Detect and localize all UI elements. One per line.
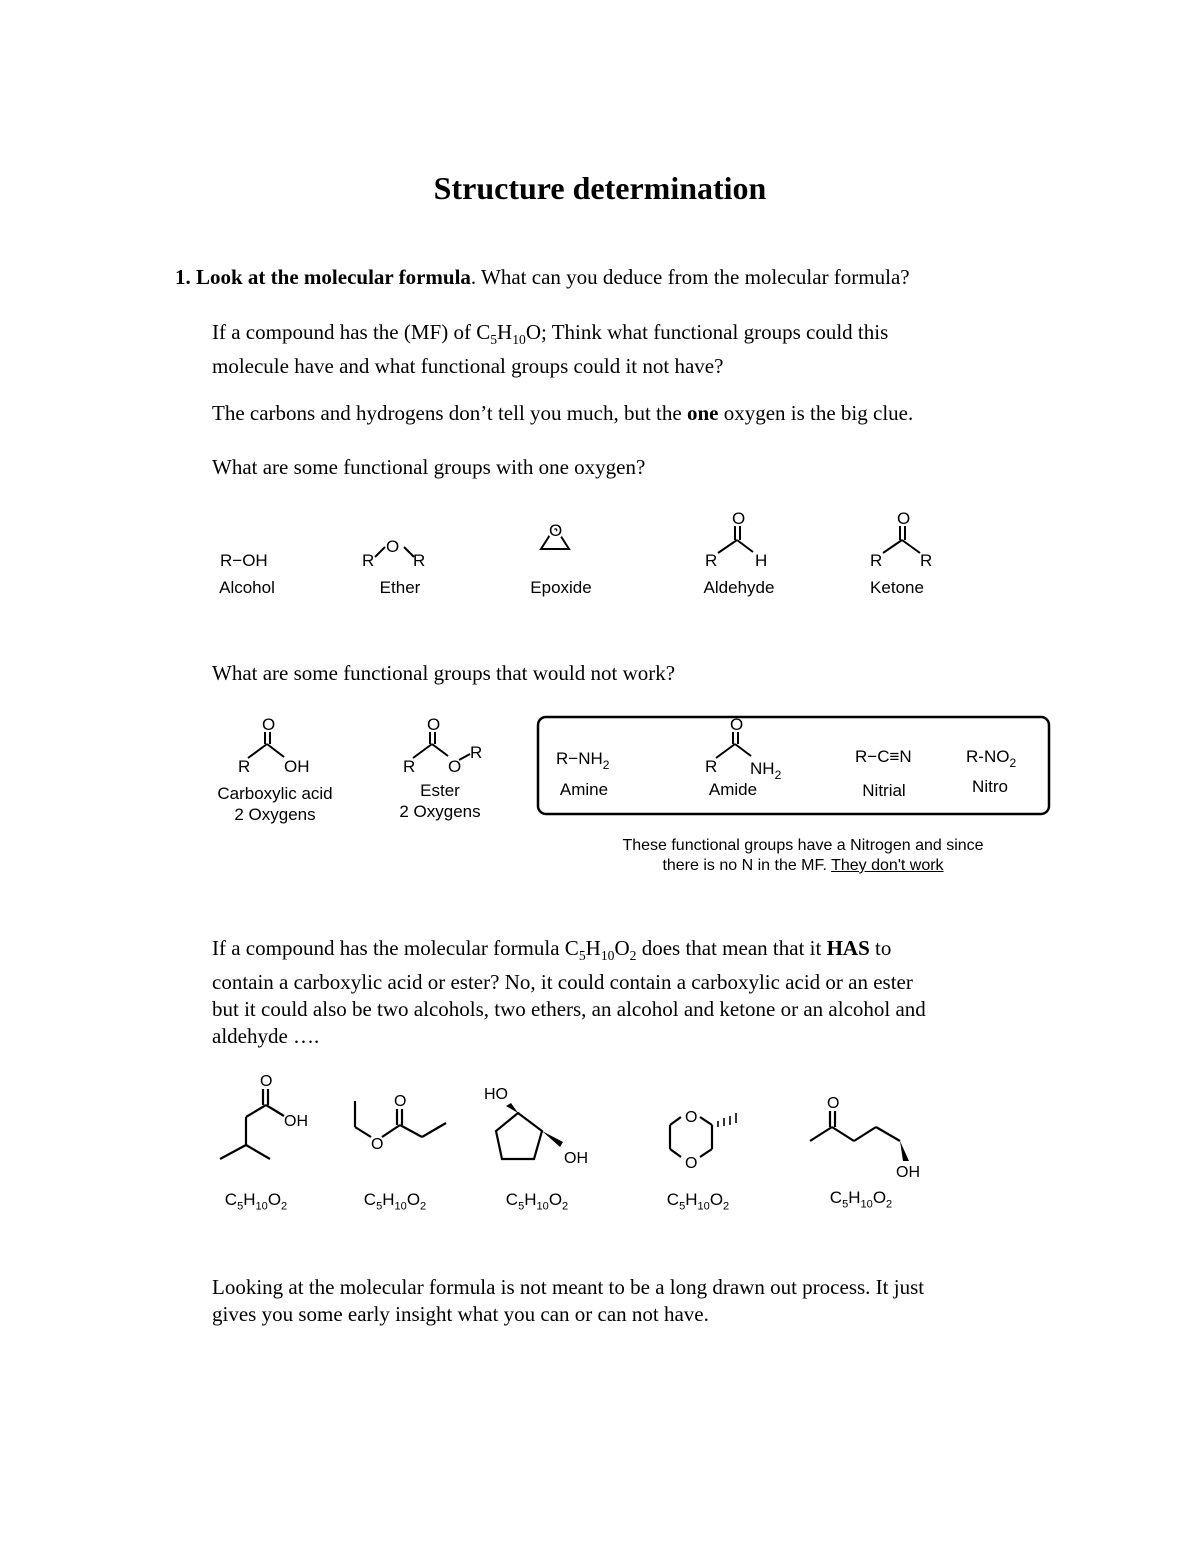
text: C xyxy=(224,1190,238,1209)
conclusion-line2: gives you some early insight what you can or can not have. xyxy=(212,1302,709,1326)
amine-label: Amine xyxy=(559,780,609,799)
ester-label xyxy=(360,780,520,822)
nitrial-formula: R−C≡N xyxy=(855,747,912,766)
formula-molecule-1 xyxy=(186,1190,326,1212)
subscript: 10 xyxy=(697,1200,710,1213)
text: C xyxy=(505,1190,519,1209)
subscript: 5 xyxy=(679,1200,686,1213)
text: O xyxy=(614,936,630,960)
subscript: 2 xyxy=(886,1198,893,1211)
subscript: 2 xyxy=(420,1200,427,1213)
text: H xyxy=(382,1190,395,1209)
m4-o1: O xyxy=(685,1109,698,1126)
ester-r2: R xyxy=(470,743,483,762)
ester-note: 2 Oxygens xyxy=(399,802,481,821)
ester-structure xyxy=(413,732,470,760)
paragraph-oxygen-clue xyxy=(212,400,1072,427)
m5-wedge xyxy=(900,1141,909,1161)
aldehyde-h: H xyxy=(755,551,768,570)
subscript: 5 xyxy=(376,1200,383,1213)
formula-molecule-3 xyxy=(467,1190,607,1212)
ester-name: Ester xyxy=(420,781,460,800)
subscript: 10 xyxy=(394,1200,407,1213)
nitrogen-note-line1: These functional groups have a Nitrogen and since xyxy=(622,837,984,854)
subscript: 10 xyxy=(512,332,526,348)
paragraph-mf xyxy=(212,319,1072,380)
emphasis: HAS xyxy=(826,936,870,960)
ketone-r1: R xyxy=(870,551,883,570)
ester-o2: O xyxy=(448,757,462,776)
molecule-5-atoms xyxy=(827,1095,920,1181)
paragraph-c5h10o2-line2: contain a carboxylic acid or ester? No, it could contain a carboxylic acid or an ester xyxy=(212,970,913,995)
formula-molecule-2 xyxy=(325,1190,465,1212)
text: O xyxy=(872,1188,887,1207)
ester-o1: O xyxy=(427,715,441,734)
paragraph-c5h10o2-line3: but it could also be two alcohols, two ethers, an alcohol and ketone or an alcohol and xyxy=(212,997,926,1022)
m2-o1: O xyxy=(394,1093,407,1110)
m5-o: O xyxy=(827,1095,840,1112)
step-1-heading xyxy=(175,264,1075,291)
text: O xyxy=(267,1190,282,1209)
underlined-text: They don't work xyxy=(831,857,944,874)
text: C xyxy=(363,1190,377,1209)
epoxide-o: O xyxy=(549,521,563,540)
ketone-structure xyxy=(883,526,920,553)
aldehyde-r: R xyxy=(705,551,718,570)
m4-o2: O xyxy=(685,1155,698,1172)
ether-o: O xyxy=(386,537,400,556)
carboxylic-acid-label xyxy=(195,783,355,825)
m4-hash xyxy=(718,1113,736,1127)
text: H xyxy=(243,1190,256,1209)
nitro-formula: $R-NO_2$ xyxy=(966,747,1017,770)
text: does that mean that it xyxy=(636,936,827,960)
ester-atoms xyxy=(403,715,482,776)
aldehyde-label: Aldehyde xyxy=(703,578,775,597)
acid-o: O xyxy=(262,715,276,734)
subscript: 2 xyxy=(723,1200,730,1213)
ester-r1: R xyxy=(403,757,416,776)
text: O xyxy=(406,1190,421,1209)
m2-o2: O xyxy=(371,1136,384,1153)
m1-o: O xyxy=(260,1073,273,1090)
amide-label: Amide xyxy=(708,780,758,799)
text: If a compound has the (MF) of C xyxy=(212,320,491,344)
text: If a compound has the molecular formula C xyxy=(212,936,579,960)
question-one-oxygen: What are some functional groups with one oxygen? xyxy=(212,455,646,479)
text: H xyxy=(524,1190,537,1209)
step-question: . What can you deduce from the molecular formula? xyxy=(470,265,910,289)
ether-r1: R xyxy=(362,551,375,570)
emphasis: one xyxy=(686,401,719,425)
text: H xyxy=(497,320,513,344)
alcohol-label: Alcohol xyxy=(219,578,275,597)
ether-atoms xyxy=(362,537,425,570)
subscript: 2 xyxy=(562,1200,569,1213)
text: H xyxy=(848,1188,861,1207)
subscript: 5 xyxy=(518,1200,525,1213)
epoxide-label: Epoxide xyxy=(530,578,592,597)
amide-sub: 2 xyxy=(774,768,782,782)
nitrogen-note xyxy=(573,836,1033,876)
m3-wedge-2 xyxy=(542,1131,563,1147)
molecule-1-skeleton xyxy=(220,1089,284,1159)
paragraph-mf-line1 xyxy=(212,319,1072,353)
molecule-3-skeleton xyxy=(496,1113,542,1159)
formula-molecule-4 xyxy=(628,1190,768,1212)
paragraph-mf-line2: molecule have and what functional groups could it not have? xyxy=(212,354,724,379)
amide-o: O xyxy=(730,715,744,734)
text: oxygen is the big clue. xyxy=(718,401,914,425)
subscript: 10 xyxy=(536,1200,549,1213)
text: O xyxy=(548,1190,563,1209)
subscript: 2 xyxy=(281,1200,288,1213)
text: to xyxy=(869,936,892,960)
nitro-label: Nitro xyxy=(972,777,1008,796)
acid-r: R xyxy=(238,757,251,776)
example-molecules xyxy=(200,1065,960,1185)
page-title: Structure determination xyxy=(433,170,767,206)
subscript: 10 xyxy=(600,948,615,964)
text: there is no N in the MF. xyxy=(662,857,832,874)
text: O xyxy=(709,1190,724,1209)
subscript: 2 xyxy=(629,948,637,964)
ketone-o: O xyxy=(897,509,911,528)
amide-r: R xyxy=(705,757,718,776)
paragraph-c5h10o2 xyxy=(212,935,1082,1050)
svg-text:NH2 xyxy=(750,759,782,782)
aldehyde-o: O xyxy=(732,509,746,528)
text: H xyxy=(685,1190,698,1209)
paragraph-c5h10o2-line4: aldehyde …. xyxy=(212,1024,320,1049)
carboxylic-acid-structure xyxy=(248,732,284,758)
subscript: 5 xyxy=(490,332,498,348)
text: The carbons and hydrogens don’t tell you much, but the xyxy=(212,401,687,425)
ether-r2: R xyxy=(413,551,426,570)
one-oxygen-structures xyxy=(200,500,1000,590)
nitrial-label: Nitrial xyxy=(862,781,906,800)
text: O; Think what functional groups could this xyxy=(525,320,889,344)
carboxylic-acid-note: 2 Oxygens xyxy=(234,805,316,824)
ketone-r2: R xyxy=(920,551,933,570)
alcohol-formula: R−OH xyxy=(220,551,268,570)
step-number: 1. xyxy=(175,265,191,289)
m5-oh: OH xyxy=(896,1164,920,1181)
text: C xyxy=(666,1190,680,1209)
formula-molecule-5 xyxy=(791,1188,931,1210)
amide-structure xyxy=(716,732,751,758)
m1-oh: OH xyxy=(284,1113,308,1130)
nitrogen-note-line2 xyxy=(573,856,1033,876)
molecule-4-atoms xyxy=(685,1109,697,1172)
molecule-5-skeleton xyxy=(810,1111,900,1141)
ketone-label: Ketone xyxy=(870,578,924,597)
conclusion-line1: Looking at the molecular formula is not meant to be a long drawn out process. It just xyxy=(212,1275,925,1299)
m3-ho: HO xyxy=(484,1086,508,1103)
text: C xyxy=(829,1188,843,1207)
acid-oh: OH xyxy=(284,757,310,776)
carboxylic-acid-name: Carboxylic acid xyxy=(217,784,333,803)
question-not-work: What are some functional groups that would not work? xyxy=(212,661,676,685)
text: H xyxy=(585,936,601,960)
subscript: 10 xyxy=(860,1198,873,1211)
ether-label: Ether xyxy=(379,578,421,597)
aldehyde-structure xyxy=(718,526,753,553)
m3-wedge-1 xyxy=(506,1103,518,1113)
subscript: 5 xyxy=(578,948,586,964)
alcohol-structure xyxy=(220,551,268,570)
subscript: 5 xyxy=(842,1198,849,1211)
carboxylic-acid-atoms xyxy=(238,715,310,776)
amide-atoms xyxy=(705,715,782,782)
subscript: 10 xyxy=(255,1200,268,1213)
paragraph-c5h10o2-line1 xyxy=(212,935,1082,969)
amine-formula: $R-NH_2$ xyxy=(556,749,610,772)
subscript: 5 xyxy=(237,1200,244,1213)
m3-oh: OH xyxy=(564,1150,588,1167)
paragraph-conclusion xyxy=(212,1274,1082,1328)
step-heading: Look at the molecular formula xyxy=(196,265,471,289)
amide-nh: NH xyxy=(750,759,775,778)
